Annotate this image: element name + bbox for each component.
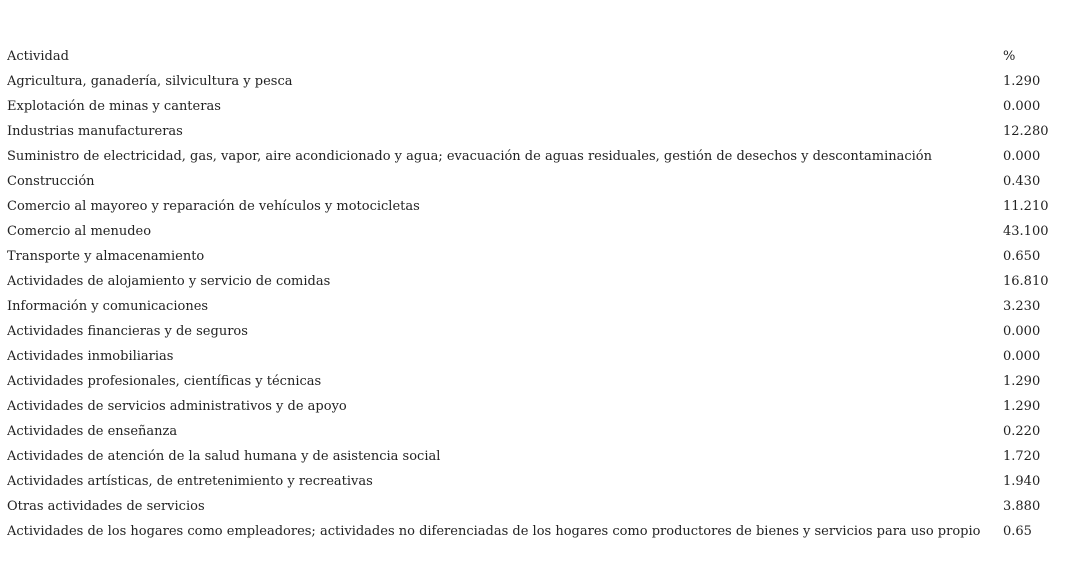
activity-cell: Información y comunicaciones <box>7 299 209 314</box>
percent-cell: 0.650 <box>1003 249 1041 264</box>
percent-cell: 11.210 <box>1003 199 1049 214</box>
activity-cell: Agricultura, ganadería, silvicultura y pesca <box>7 74 293 89</box>
percent-cell: 43.100 <box>1003 224 1049 239</box>
percent-cell: 0.000 <box>1003 99 1041 114</box>
table-row <box>7 419 1062 444</box>
percent-cell: 0.000 <box>1003 149 1041 164</box>
table-header-row <box>7 44 1062 69</box>
table-row <box>7 369 1062 394</box>
activity-cell: Actividades artísticas, de entretenimiento y recreativas <box>7 474 373 489</box>
table-row <box>7 519 1062 544</box>
table-row <box>7 344 1062 369</box>
percent-cell: 16.810 <box>1003 274 1049 289</box>
table-row <box>7 244 1062 269</box>
percent-cell: 0.000 <box>1003 324 1041 339</box>
percent-cell: 0.220 <box>1003 424 1041 439</box>
activity-percent-table <box>7 44 1062 544</box>
table-row <box>7 119 1062 144</box>
table-row <box>7 219 1062 244</box>
percent-cell: 0.000 <box>1003 349 1041 364</box>
activity-cell: Actividades inmobiliarias <box>7 349 174 364</box>
activity-cell: Comercio al menudeo <box>7 224 152 239</box>
percent-cell: 3.880 <box>1003 499 1041 514</box>
activity-cell: Comercio al mayoreo y reparación de vehículos y motocicletas <box>7 199 420 214</box>
activity-table-container <box>7 44 1062 544</box>
activity-cell: Actividades de servicios administrativos y de apoyo <box>7 399 347 414</box>
activity-cell: Actividades profesionales, científicas y técnicas <box>7 374 322 389</box>
percent-cell: 3.230 <box>1003 299 1041 314</box>
percent-cell: 12.280 <box>1003 124 1049 139</box>
table-row <box>7 319 1062 344</box>
header-activity: Actividad <box>7 49 69 64</box>
activity-cell: Actividades de los hogares como empleadores; actividades no diferenciadas de los hogares como productores de bienes y servicios para uso propio <box>7 524 981 539</box>
table-row <box>7 94 1062 119</box>
header-percent: % <box>1003 49 1016 64</box>
percent-cell: 1.940 <box>1003 474 1041 489</box>
table-row <box>7 494 1062 519</box>
table-row <box>7 269 1062 294</box>
activity-cell: Explotación de minas y canteras <box>7 99 221 114</box>
table-row <box>7 294 1062 319</box>
percent-cell: 1.290 <box>1003 399 1041 414</box>
percent-cell: 0.430 <box>1003 174 1041 189</box>
activity-cell: Otras actividades de servicios <box>7 499 205 514</box>
table-row <box>7 394 1062 419</box>
activity-cell: Transporte y almacenamiento <box>7 249 205 264</box>
activity-cell: Industrias manufactureras <box>7 124 183 139</box>
table-row <box>7 194 1062 219</box>
percent-cell: 0.65 <box>1003 524 1032 539</box>
percent-cell: 1.290 <box>1003 374 1041 389</box>
activity-cell: Actividades de enseñanza <box>7 424 178 439</box>
table-row <box>7 469 1062 494</box>
activity-cell: Actividades financieras y de seguros <box>7 324 248 339</box>
table-row <box>7 169 1062 194</box>
table-row <box>7 144 1062 169</box>
percent-cell: 1.290 <box>1003 74 1041 89</box>
activity-cell: Suministro de electricidad, gas, vapor, aire acondicionado y agua; evacuación de aguas residuales, gestión de desechos y descontaminación <box>7 149 932 164</box>
activity-cell: Actividades de alojamiento y servicio de comidas <box>7 274 331 289</box>
activity-cell: Construcción <box>7 174 95 189</box>
percent-cell: 1.720 <box>1003 449 1041 464</box>
table-row <box>7 444 1062 469</box>
table-row <box>7 69 1062 94</box>
table-body <box>7 69 1062 544</box>
activity-cell: Actividades de atención de la salud humana y de asistencia social <box>7 449 441 464</box>
